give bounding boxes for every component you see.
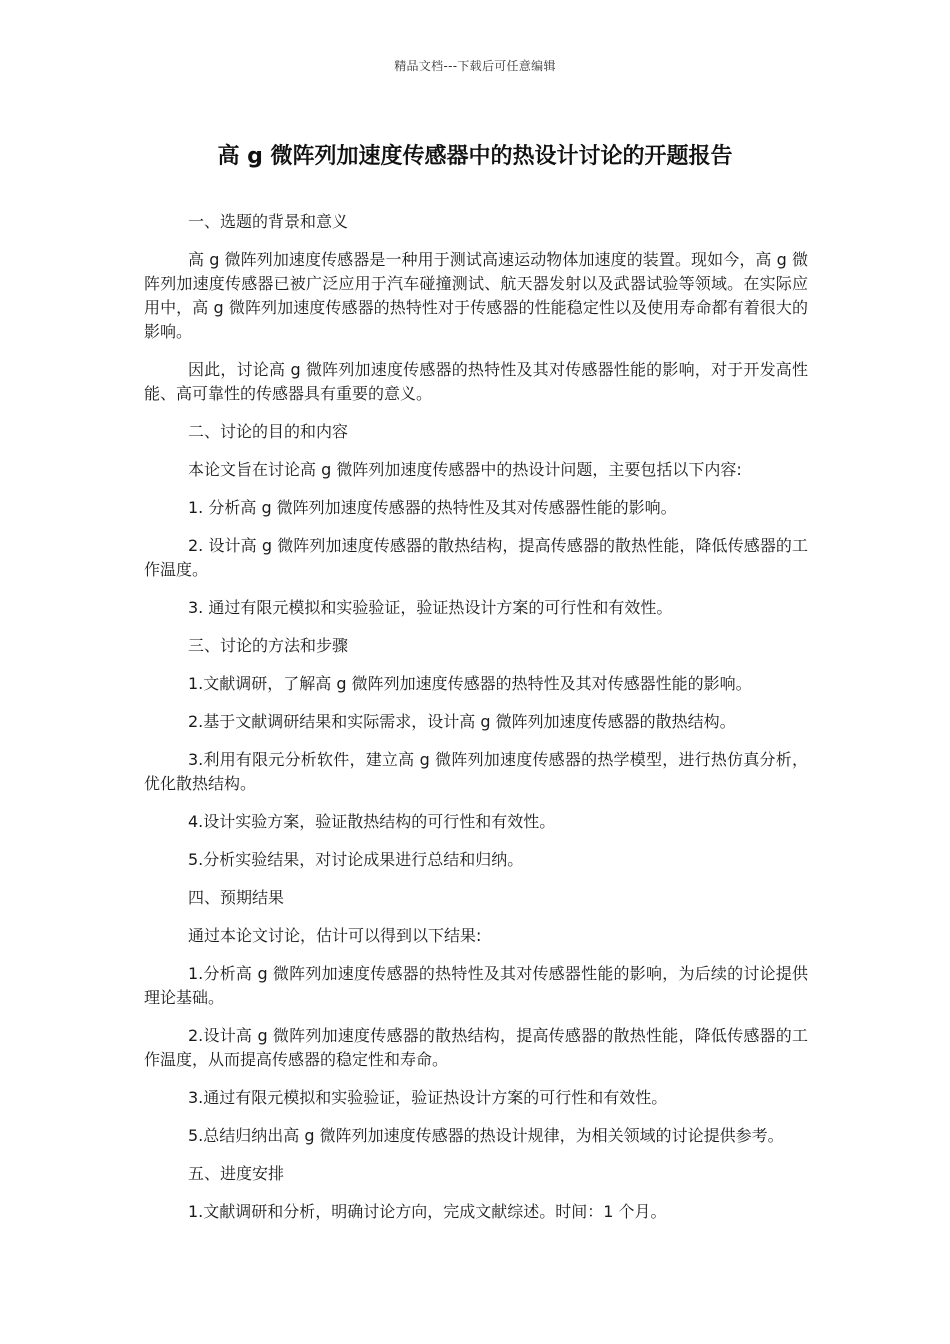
list-item: 3.通过有限元模拟和实验验证，验证热设计方案的可行性和有效性。 — [188, 1088, 668, 1107]
list-item: 1.文献调研和分析，明确讨论方向，完成文献综述。时间：1 个月。 — [188, 1202, 667, 1221]
list-item: 2. 设计高 g 微阵列加速度传感器的散热结构，提高传感器的散热性能，降低传感器的工作温度。 — [144, 536, 808, 579]
paragraph: 本论文旨在讨论高 g 微阵列加速度传感器中的热设计问题，主要包括以下内容: — [188, 460, 742, 479]
paragraph: 高 g 微阵列加速度传感器是一种用于测试高速运动物体加速度的装置。现如今，高 g 微阵列加速度传感器已被广泛应用于汽车碰撞测试、航天器发射以及武器试验等领域。在实际应用中，高 g 微阵列加速度传感器的热特性对于传感器的性能稳定性以及使用寿命都有着很大的影响。 — [144, 250, 808, 341]
list-item: 1. 分析高 g 微阵列加速度传感器的热特性及其对传感器性能的影响。 — [188, 498, 677, 517]
page-header: 精品文档---下载后可任意编辑 — [394, 59, 556, 73]
section-heading-background: 一、选题的背景和意义 — [188, 212, 349, 231]
paragraph: 因此，讨论高 g 微阵列加速度传感器的热特性及其对传感器性能的影响，对于开发高性能、高可靠性的传感器具有重要的意义。 — [144, 360, 808, 403]
list-item: 2.设计高 g 微阵列加速度传感器的散热结构，提高传感器的散热性能，降低传感器的工作温度，从而提高传感器的稳定性和寿命。 — [144, 1026, 808, 1069]
section-heading-schedule: 五、进度安排 — [188, 1164, 285, 1183]
section-heading-purpose: 二、讨论的目的和内容 — [188, 422, 349, 441]
list-item: 2.基于文献调研结果和实际需求，设计高 g 微阵列加速度传感器的散热结构。 — [188, 712, 736, 731]
list-item: 5.总结归纳出高 g 微阵列加速度传感器的热设计规律，为相关领域的讨论提供参考。 — [188, 1126, 784, 1145]
document-title: 高 g 微阵列加速度传感器中的热设计讨论的开题报告 — [217, 144, 733, 169]
section-heading-method: 三、讨论的方法和步骤 — [188, 636, 349, 655]
list-item: 3. 通过有限元模拟和实验验证，验证热设计方案的可行性和有效性。 — [188, 598, 673, 617]
list-item: 1.分析高 g 微阵列加速度传感器的热特性及其对传感器性能的影响，为后续的讨论提供理论基础。 — [144, 964, 808, 1007]
list-item: 1.文献调研，了解高 g 微阵列加速度传感器的热特性及其对传感器性能的影响。 — [188, 674, 752, 693]
document-body — [144, 210, 808, 1238]
paragraph: 通过本论文讨论，估计可以得到以下结果: — [188, 926, 482, 945]
list-item: 4.设计实验方案，验证散热结构的可行性和有效性。 — [188, 812, 556, 831]
list-item: 3.利用有限元分析软件，建立高 g 微阵列加速度传感器的热学模型，进行热仿真分析，优化散热结构。 — [144, 750, 808, 793]
list-item: 5.分析实验结果，对讨论成果进行总结和归纳。 — [188, 850, 524, 869]
section-heading-expected: 四、预期结果 — [188, 888, 285, 907]
